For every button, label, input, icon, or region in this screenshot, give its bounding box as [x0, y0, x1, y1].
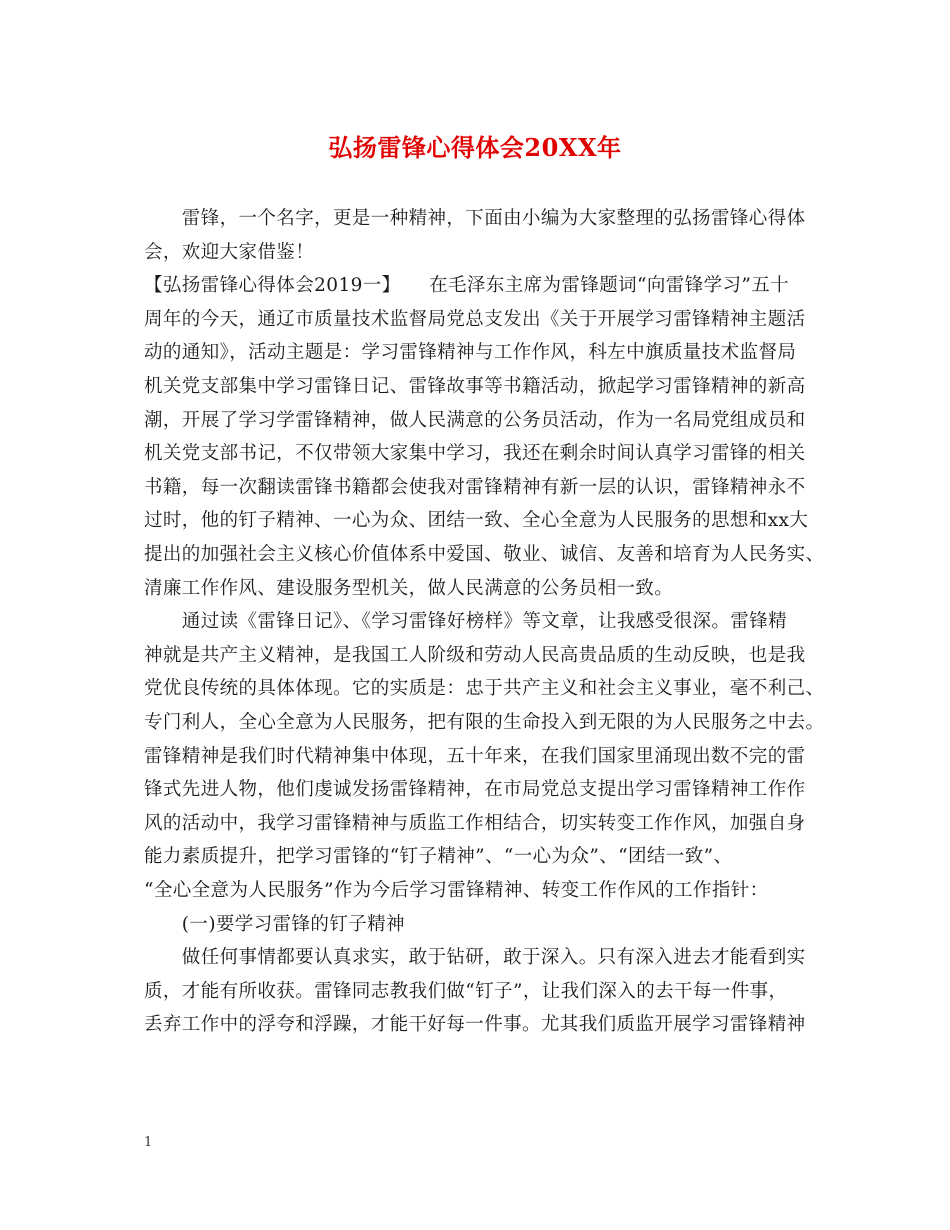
text-line: 风的活动中，我学习雷锋精神与质监工作相结合，切实转变工作作风，加强自身 [144, 812, 806, 834]
text-line: 质，才能有所收获。雷锋同志教我们做“钉子”，让我们深入的去干每一件事， [144, 980, 788, 1002]
document-title: 弘扬雷锋心得体会20XX年 [328, 133, 622, 162]
text-line: 会，欢迎大家借鉴！ [144, 241, 315, 263]
text-line: 能力素质提升，把学习雷锋的“钉子精神”、“一心为众”、“团结一致”、 [144, 846, 733, 868]
text-line: 机关党支部集中学习雷锋日记、雷锋故事等书籍活动，掀起学习雷锋精神的新高 [144, 376, 806, 397]
text-line: 机关党支部书记，不仅带领大家集中学习，我还在剩余时间认真学习雷锋的相关 [144, 443, 806, 465]
text-line: (一)要学习雷锋的钉子精神 [144, 913, 405, 935]
text-line: “全心全意为人民服务”作为今后学习雷锋精神、转变工作作风的工作指针： [144, 880, 769, 901]
text-line: 雷锋，一个名字，更是一种精神，下面由小编为大家整理的弘扬雷锋心得体 [144, 208, 806, 229]
text-line: 通过读《雷锋日记》、《学习雷锋好榜样》等文章，让我感受很深。雷锋精 [144, 611, 788, 633]
text-line: 锋式先进人物，他们虔诚发扬雷锋精神，在市局党总支提出学习雷锋精神工作作 [144, 779, 806, 801]
page-number: 1 [144, 1135, 153, 1150]
text-line: 清廉工作作风、建设服务型机关，做人民满意的公务员相一致。 [144, 577, 674, 599]
text-line: 专门利人，全心全意为人民服务，把有限的生命投入到无限的为人民服务之中去。 [144, 712, 825, 733]
text-line: 党优良传统的具体体现。它的实质是：忠于共产主义和社会主义事业，毫不利己、 [144, 678, 825, 700]
text-line: 提出的加强社会主义核心价值体系中爱国、敬业、诚信、友善和培育为人民务实、 [144, 544, 825, 565]
text-line: 书籍，每一次翻读雷锋书籍都会使我对雷锋精神有新一层的认识，雷锋精神永不 [144, 476, 806, 498]
text-line: 周年的今天，通辽市质量技术监督局党总支发出《关于开展学习雷锋精神主题活 [144, 308, 806, 330]
text-line: 雷锋精神是我们时代精神集中体现，五十年来，在我们国家里涌现出数不完的雷 [144, 745, 806, 767]
text-line: 过时，他的钉子精神、一心为众、团结一致、全心全意为人民服务的思想和xx大 [144, 510, 809, 532]
text-line: 做任何事情都要认真求实，敢于钻研，敢于深入。只有深入进去才能看到实 [144, 947, 806, 969]
text-line: 潮，开展了学习学雷锋精神，做人民满意的公务员活动，作为一名局党组成员和 [144, 409, 806, 431]
text-line: 丢弃工作中的浮夸和浮躁，才能干好每一件事。尤其我们质监开展学习雷锋精神 [144, 1014, 806, 1036]
text-line: 【弘扬雷锋心得体会2019一】 在毛泽东主席为雷锋题词“向雷锋学习”五十 [144, 275, 790, 297]
text-line: 神就是共产主义精神，是我国工人阶级和劳动人民高贵品质的生动反映，也是我 [144, 644, 806, 666]
text-line: 动的通知》，活动主题是：学习雷锋精神与工作作风，科左中旗质量技术监督局 [144, 342, 797, 364]
